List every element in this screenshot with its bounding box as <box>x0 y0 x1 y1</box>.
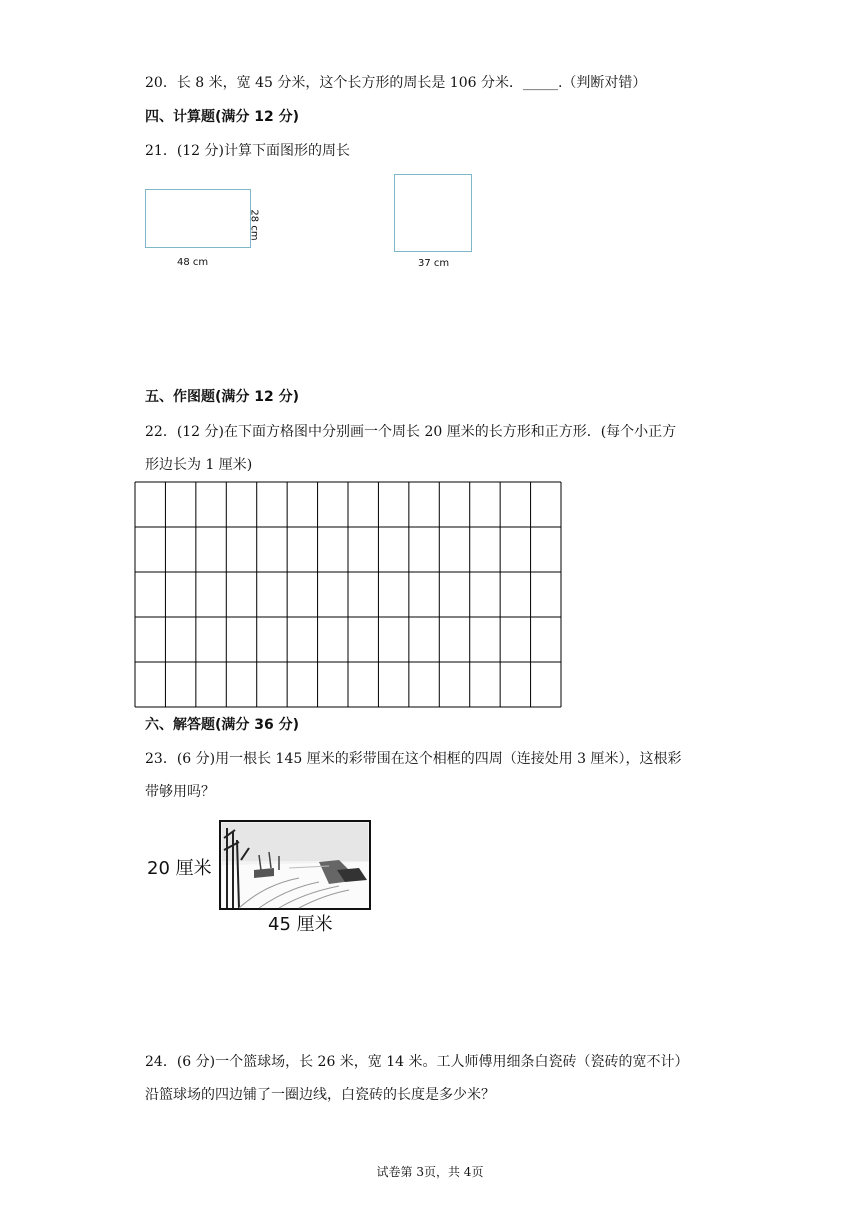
question-20 <box>145 73 646 93</box>
question-24-line1: 24．(6 分)一个篮球场，长 26 米，宽 14 米。工人师傅用细条白瓷砖（瓷砖的宽不计） <box>145 1054 689 1070</box>
question-21-text: 21．(12 分)计算下面图形的周长 <box>145 143 351 159</box>
question-20-suffix: .（判断对错） <box>557 75 647 91</box>
rectangle-figure <box>145 189 251 248</box>
rectangle-width-label: 48 cm <box>177 257 209 268</box>
page-footer: 试卷第 3页，共 4页 <box>376 1165 484 1179</box>
picture-frame-winter-scene <box>219 820 371 910</box>
question-23-line1: 23．(6 分)用一根长 145 厘米的彩带围在这个相框的四周（连接处用 3 厘米），这根彩 <box>145 751 682 767</box>
section-5-title: 五、作图题(满分 12 分) <box>145 389 300 405</box>
frame-width-label: 45 厘米 <box>268 914 333 935</box>
square-figure <box>394 174 472 252</box>
question-24-line2: 沿篮球场的四边铺了一圈边线，白瓷砖的长度是多少米？ <box>145 1087 495 1103</box>
drawing-grid[interactable] <box>134 481 562 708</box>
question-23-line2: 带够用吗？ <box>145 784 215 800</box>
rectangle-height-label: 28 cm <box>248 209 260 241</box>
section-4-title: 四、计算题(满分 12 分) <box>145 109 300 125</box>
frame-height-label: 20 厘米 <box>147 858 212 879</box>
answer-blank: _____ <box>522 75 558 91</box>
question-22-line2: 形边长为 1 厘米) <box>145 457 253 473</box>
square-side-label: 37 cm <box>418 258 450 269</box>
question-22-line1: 22．(12 分)在下面方格图中分别画一个周长 20 厘米的长方形和正方形．(每个小正方 <box>145 424 677 440</box>
question-20-text: 20．长 8 米，宽 45 分米，这个长方形的周长是 106 分米． <box>145 75 523 91</box>
section-6-title: 六、解答题(满分 36 分) <box>145 717 300 733</box>
